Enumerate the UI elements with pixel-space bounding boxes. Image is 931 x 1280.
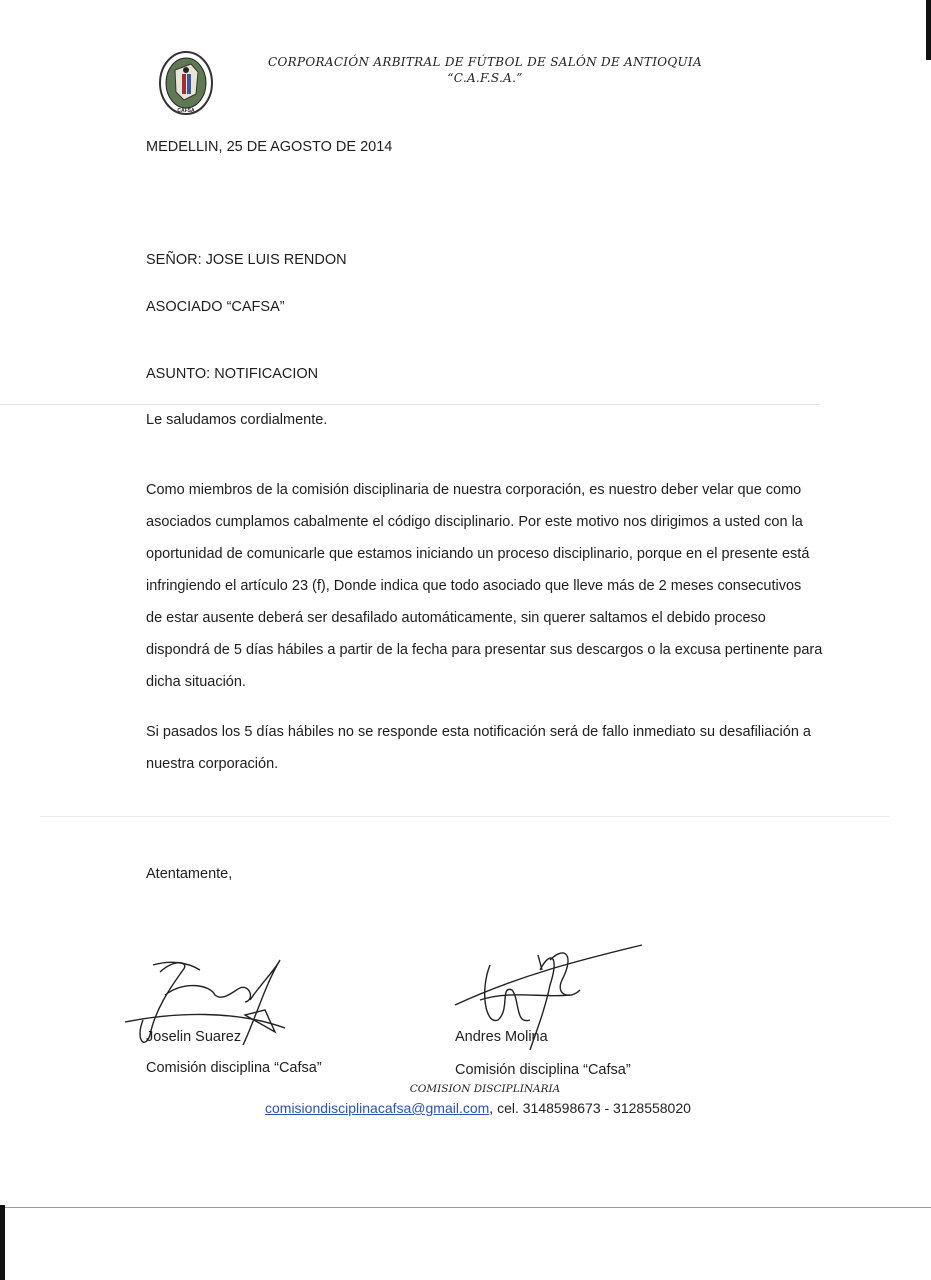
paragraph-line: Como miembros de la comisión disciplinaria de nuestra corporación, es nuestro deber velar que como <box>146 482 802 498</box>
signatory-name: Joselin Suarez <box>146 1029 242 1045</box>
signatory-name: Andres Molina <box>455 1029 548 1045</box>
commission-stamp-title: COMISION DISCIPLINARIA <box>409 1083 561 1095</box>
org-acronym: “C.A.F.S.A.” <box>447 71 523 85</box>
scan-line <box>40 816 890 817</box>
signatory-role: Comisión disciplina “Cafsa” <box>455 1062 631 1078</box>
phone-numbers: , cel. 3148598673 - 3128558020 <box>489 1100 691 1116</box>
paragraph-line: nuestra corporación. <box>146 756 279 772</box>
recipient: SEÑOR: JOSE LUIS RENDON <box>146 252 347 268</box>
recipient-role: ASOCIADO “CAFSA” <box>146 299 285 315</box>
cafsa-seal-icon <box>158 50 214 120</box>
paragraph-line: de estar ausente deberá ser desafilado automáticamente, sin querer saltamos el debido proceso <box>146 610 766 626</box>
paragraph-line: asociados cumplamos cabalmente el código disciplinario. Por este motivo nos dirigimos a usted con la <box>146 514 803 530</box>
scan-line <box>0 404 820 405</box>
paragraph-line: oportunidad de comunicarle que estamos iniciando un proceso disciplinario, porque en el presente está <box>146 546 810 562</box>
body-paragraph-2 <box>146 716 826 780</box>
paragraph-line: dicha situación. <box>146 674 246 690</box>
letterhead <box>250 54 720 86</box>
email-link[interactable]: comisiondisciplinacafsa@gmail.com <box>265 1100 490 1116</box>
greeting: Le saludamos cordialmente. <box>146 412 328 428</box>
signatory-role: Comisión disciplina “Cafsa” <box>146 1060 322 1076</box>
letter-date: MEDELLIN, 25 DE AGOSTO DE 2014 <box>146 139 393 155</box>
paragraph-line: infringiendo el artículo 23 (f), Donde indica que todo asociado que lleve más de 2 meses consecutivos <box>146 578 802 594</box>
scan-edge <box>0 1205 5 1280</box>
paragraph-line: Si pasados los 5 días hábiles no se responde esta notificación será de fallo inmediato su desafiliación a <box>146 724 811 740</box>
closing: Atentamente, <box>146 866 233 882</box>
logo-caption: CAFSA <box>177 108 195 114</box>
contact-line <box>265 1100 691 1116</box>
paragraph-line: dispondrá de 5 días hábiles a partir de la fecha para presentar sus descargos o la excusa pertinente para <box>146 642 823 658</box>
scan-line <box>0 1207 931 1208</box>
body-paragraph-1 <box>146 474 826 698</box>
subject: ASUNTO: NOTIFICACION <box>146 366 319 382</box>
org-name: CORPORACIÓN ARBITRAL DE FÚTBOL DE SALÓN DE ANTIOQUIA <box>268 55 702 69</box>
scan-edge <box>926 0 931 60</box>
